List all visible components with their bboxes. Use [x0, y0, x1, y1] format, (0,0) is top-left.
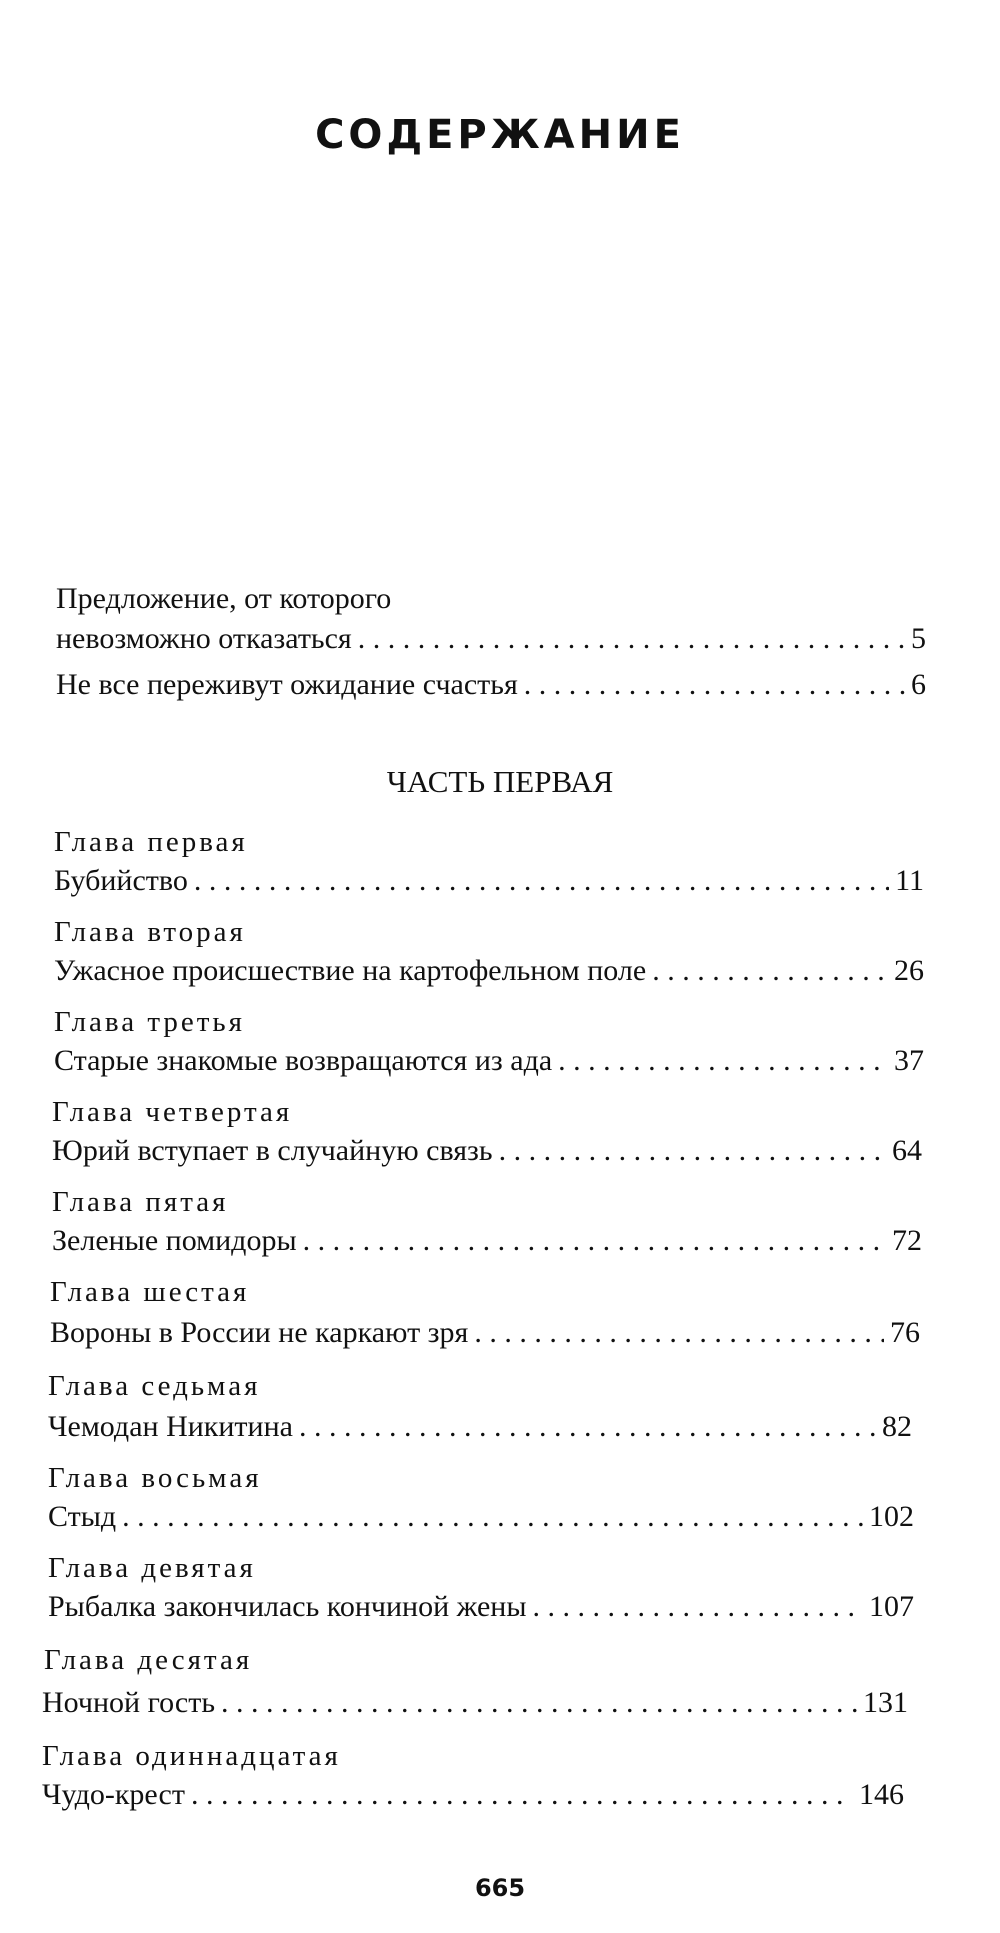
- chapter-11-label: Глава одиннадцатая: [42, 1740, 341, 1772]
- chapter-10-entry: [42, 1686, 908, 1720]
- chapter-2-label: Глава вторая: [54, 916, 246, 948]
- chapter-7-entry: [48, 1410, 912, 1444]
- chapter-6-entry: [50, 1316, 920, 1350]
- chapter-5-page: 72: [892, 1224, 922, 1257]
- chapter-11-entry: [42, 1778, 904, 1812]
- chapter-9-entry: [48, 1590, 914, 1624]
- leader-dots: [191, 1778, 853, 1812]
- chapter-10-page: 131: [863, 1686, 908, 1719]
- intro-entry-1-line2: невозможно отказаться: [56, 622, 352, 655]
- chapter-5-title: Зеленые помидоры: [52, 1224, 297, 1257]
- chapter-2-page: 26: [894, 954, 924, 987]
- chapter-5-entry: [52, 1224, 922, 1258]
- chapter-8-label: Глава восьмая: [48, 1462, 262, 1494]
- leader-dots: [524, 668, 905, 702]
- chapter-7-label: Глава седьмая: [48, 1370, 261, 1402]
- chapter-5-label: Глава пятая: [52, 1186, 229, 1218]
- leader-dots: [558, 1044, 888, 1078]
- chapter-10-label: Глава десятая: [44, 1644, 253, 1676]
- chapter-11-title: Чудо-крест: [42, 1778, 185, 1811]
- page-title: СОДЕРЖАНИЕ: [315, 112, 685, 158]
- chapter-7-page: 82: [882, 1410, 912, 1443]
- chapter-11-page: 146: [859, 1778, 904, 1811]
- chapter-7-title: Чемодан Никитина: [48, 1410, 293, 1443]
- chapter-3-entry: [54, 1044, 924, 1078]
- part-title: ЧАСТЬ ПЕРВАЯ: [386, 764, 614, 799]
- leader-dots: [474, 1316, 884, 1350]
- chapter-6-title: Вороны в России не каркают зря: [50, 1316, 469, 1349]
- leader-dots: [499, 1134, 886, 1168]
- chapter-1-entry: [54, 864, 924, 898]
- chapter-1-page: 11: [895, 864, 924, 897]
- chapter-9-title: Рыбалка закончилась кончиной жены: [48, 1590, 527, 1623]
- chapter-3-page: 37: [894, 1044, 924, 1077]
- intro-entry-1-line1: Предложение, от которого: [56, 582, 392, 615]
- leader-dots: [122, 1500, 863, 1534]
- chapter-6-page: 76: [890, 1316, 920, 1349]
- chapter-9-label: Глава девятая: [48, 1552, 256, 1584]
- intro-entry-1-page: 5: [911, 622, 926, 655]
- intro-entry-2-title: Не все переживут ожидание счастья: [56, 668, 518, 701]
- chapter-3-label: Глава третья: [54, 1006, 245, 1038]
- chapter-3-title: Старые знакомые возвращаются из ада: [54, 1044, 553, 1077]
- chapter-10-title: Ночной гость: [42, 1686, 215, 1719]
- chapter-8-entry: [48, 1500, 914, 1534]
- intro-entry-1: [56, 622, 926, 656]
- chapter-6-label: Глава шестая: [50, 1276, 250, 1308]
- leader-dots: [358, 622, 905, 656]
- leader-dots: [533, 1590, 863, 1624]
- page-number: 665: [474, 1874, 526, 1902]
- intro-entry-2-page: 6: [911, 668, 926, 701]
- chapter-8-page: 102: [869, 1500, 914, 1533]
- chapter-9-page: 107: [869, 1590, 914, 1623]
- leader-dots: [299, 1410, 876, 1444]
- leader-dots: [194, 864, 889, 898]
- chapter-2-entry: [54, 954, 924, 988]
- chapter-4-title: Юрий вступает в случайную связь: [52, 1134, 493, 1167]
- chapter-1-title: Бубийство: [54, 864, 188, 897]
- chapter-4-page: 64: [892, 1134, 922, 1167]
- leader-dots: [221, 1686, 857, 1720]
- chapter-2-title: Ужасное происшествие на картофельном поле: [54, 954, 647, 987]
- chapter-4-label: Глава четвертая: [52, 1096, 293, 1128]
- leader-dots: [303, 1224, 886, 1258]
- chapter-8-title: Стыд: [48, 1500, 117, 1533]
- chapter-4-entry: [52, 1134, 922, 1168]
- leader-dots: [652, 954, 888, 988]
- intro-entry-2: [56, 668, 926, 702]
- chapter-1-label: Глава первая: [54, 826, 248, 858]
